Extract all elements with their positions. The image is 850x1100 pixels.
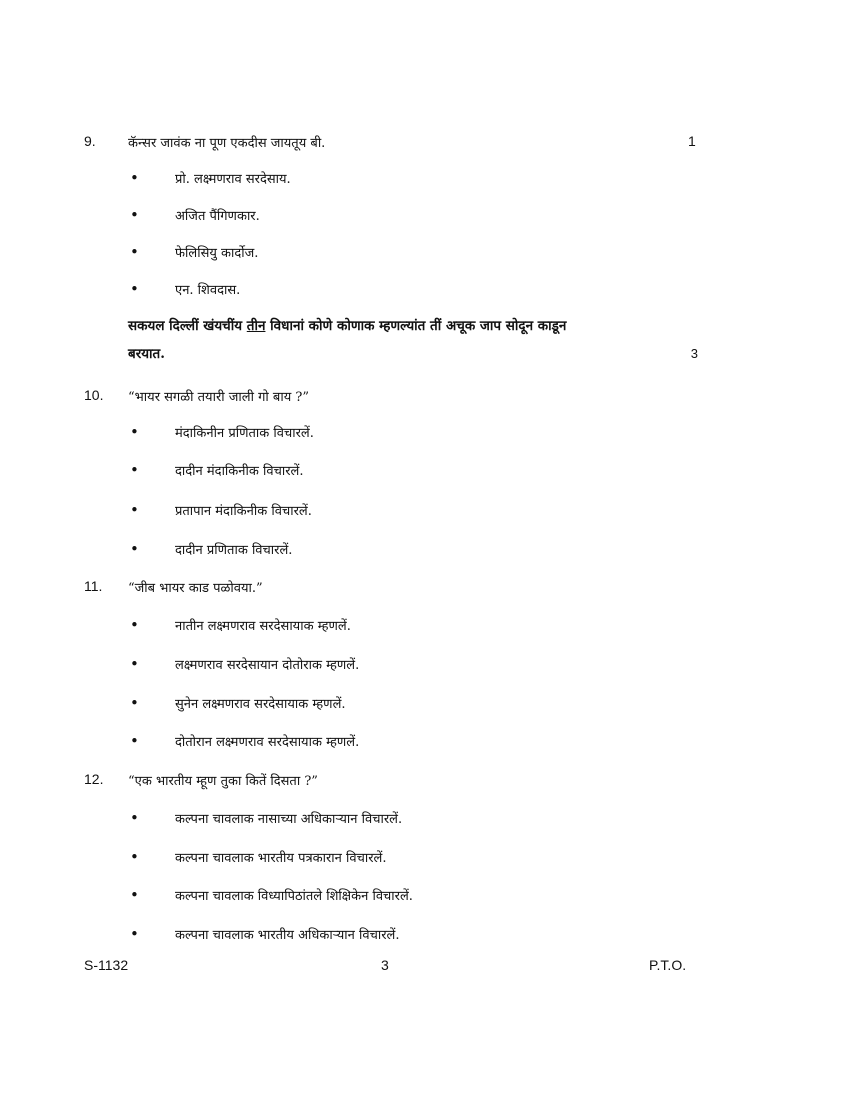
option-item xyxy=(0,732,850,756)
option-text: नातीन लक्ष्मणराव सरदेसायाक म्हणलें. xyxy=(175,619,351,634)
option-item xyxy=(0,206,850,230)
option-item xyxy=(0,280,850,304)
bullet-icon: • xyxy=(130,925,139,943)
bullet-icon: • xyxy=(130,206,139,224)
instruction-marks: 3 xyxy=(690,346,698,361)
bullet-icon: • xyxy=(130,809,139,827)
bullet-icon: • xyxy=(130,501,139,519)
option-item xyxy=(0,501,850,525)
option-item xyxy=(0,169,850,193)
option-text: कल्पना चावलाक नासाच्या अधिकाऱ्यान विचारलें. xyxy=(175,812,403,827)
option-item xyxy=(0,423,850,447)
option-item xyxy=(0,655,850,679)
bullet-icon: • xyxy=(130,540,139,558)
option-item xyxy=(0,540,850,564)
question-marks: 1 xyxy=(688,133,696,149)
pto-label: P.T.O. xyxy=(649,957,687,973)
bullet-icon: • xyxy=(130,280,139,298)
option-text: प्रतापान मंदाकिनीक विचारलें. xyxy=(175,504,312,519)
option-text: फेलिसियु कार्दोज. xyxy=(175,246,259,261)
option-item xyxy=(0,616,850,640)
bullet-icon: • xyxy=(130,616,139,634)
option-item xyxy=(0,925,850,949)
option-text: दादीन मंदाकिनीक विचारलें. xyxy=(175,464,304,479)
option-text: कल्पना चावलाक भारतीय पत्रकारान विचारलें. xyxy=(175,851,387,866)
bullet-icon: • xyxy=(130,461,139,479)
option-text: प्रो. लक्ष्मणराव सरदेसाय. xyxy=(175,172,291,187)
instruction-line-1 xyxy=(128,312,698,340)
question-number: 10. xyxy=(84,387,104,403)
bullet-icon: • xyxy=(130,732,139,750)
question-text: कॅन्सर जावंक ना पूण एकदीस जायतूय बी. xyxy=(128,136,326,151)
paper-code: S-1132 xyxy=(84,957,129,973)
option-text: कल्पना चावलाक विध्यापिठांतले शिक्षिकेन विचारलें. xyxy=(175,889,413,904)
question-10 xyxy=(0,387,850,411)
option-item xyxy=(0,243,850,267)
instruction-line-2 xyxy=(128,340,698,368)
instruction-text: बरयात. xyxy=(128,346,165,362)
page-number: 3 xyxy=(381,957,389,973)
question-text: “भायर सगळी तयारी जाली गो बाय ?” xyxy=(128,390,309,405)
question-text: “जीब भायर काड पळोवया.” xyxy=(128,581,263,596)
option-text: कल्पना चावलाक भारतीय अधिकाऱ्यान विचारलें. xyxy=(175,928,400,943)
question-text: “एक भारतीय म्हूण तुका कितें दिसता ?” xyxy=(128,774,318,789)
section-instruction xyxy=(128,312,698,368)
option-text: लक्ष्मणराव सरदेसायान दोतोराक म्हणलें. xyxy=(175,658,360,673)
option-item xyxy=(0,886,850,910)
question-12 xyxy=(0,771,850,795)
bullet-icon: • xyxy=(130,169,139,187)
question-number: 9. xyxy=(84,133,96,149)
question-number: 11. xyxy=(84,578,103,594)
option-text: अजित पैंगिणकार. xyxy=(175,209,260,224)
option-text: सुनेन लक्ष्मणराव सरदेसायाक म्हणलें. xyxy=(175,697,346,712)
bullet-icon: • xyxy=(130,423,139,441)
question-number: 12. xyxy=(84,771,104,787)
bullet-icon: • xyxy=(130,655,139,673)
option-item xyxy=(0,809,850,833)
option-text: दादीन प्रणिताक विचारलें. xyxy=(175,543,293,558)
option-text: दोतोरान लक्ष्मणराव सरदेसायाक म्हणलें. xyxy=(175,735,360,750)
option-text: मंदाकिनीन प्रणिताक विचारलें. xyxy=(175,426,314,441)
instruction-text: विधानां कोणे कोणाक म्हणल्यांत तीं अचूक जाप सोदून काडून xyxy=(265,318,567,334)
question-9 xyxy=(0,133,850,157)
bullet-icon: • xyxy=(130,886,139,904)
instruction-text: सकयल दिल्लीं खंयचींय xyxy=(128,318,247,334)
option-text: एन. शिवदास. xyxy=(175,283,241,298)
page-footer xyxy=(0,957,850,979)
bullet-icon: • xyxy=(130,243,139,261)
option-item xyxy=(0,461,850,485)
bullet-icon: • xyxy=(130,694,139,712)
bullet-icon: • xyxy=(130,848,139,866)
question-11 xyxy=(0,578,850,602)
instruction-underlined: तीन xyxy=(246,318,266,334)
option-item xyxy=(0,694,850,718)
option-item xyxy=(0,848,850,872)
